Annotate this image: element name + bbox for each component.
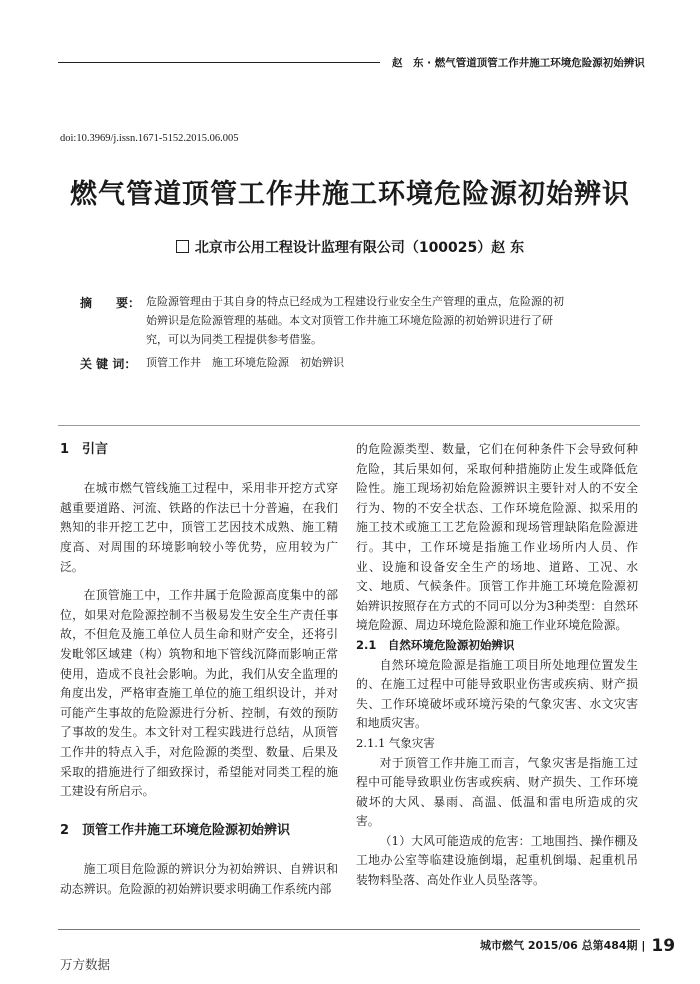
right-column <box>356 440 638 891</box>
checkbox-square-icon <box>176 240 189 253</box>
keywords-label: 关 键 词： <box>80 357 137 371</box>
paragraph: 施工项目危险源的辨识分为初始辨识、自辨识和动态辨识。危险源的初始辨识要求明确工作系统内部 <box>60 862 338 897</box>
watermark: 万方数据 <box>60 957 111 972</box>
author-line <box>0 237 700 257</box>
paragraph: （1）大风可能造成的危害：工地围挡、操作棚及工地办公室等临建设施倒塌，起重机倒塌、起重机吊装物料坠落、高处作业人员坠落等。 <box>356 833 638 888</box>
journal-info: 城市燃气 2015/06 总第484期 | <box>480 939 646 952</box>
left-column <box>60 440 338 900</box>
subsubsection-heading-2-1-1: 2.1.1 气象灾害 <box>356 735 435 750</box>
abstract-label: 摘 要： <box>80 296 141 310</box>
section-divider <box>58 425 640 426</box>
article-title: 燃气管道顶管工作井施工环境危险源初始辨识 <box>70 179 630 210</box>
section-heading-2: 2 顶管工作井施工环境危险源初始辨识 <box>60 823 291 839</box>
paragraph: 在城市燃气管线施工过程中，采用非开挖方式穿越重要道路、河流、铁路的作法已十分普遍，在我们熟知的非开挖工艺中，顶管工艺因技术成熟、施工精度高、对周围的环境影响较小等优势，应用较为广泛。 <box>60 481 338 574</box>
footer <box>480 936 676 956</box>
abstract-text <box>146 292 630 349</box>
author-text: 北京市公用工程设计监理有限公司（100025）赵 东 <box>194 240 525 256</box>
abstract-line: 危险源管理由于其自身的特点已经成为工程建设行业安全生产管理的重点，危险源的初 <box>146 295 564 308</box>
doi: doi:10.3969/j.issn.1671-5152.2015.06.005 <box>60 133 239 144</box>
subsection-heading-2-1: 2.1 自然环境危险源初始辨识 <box>356 637 515 652</box>
section-heading-1: 1 引言 <box>60 442 109 457</box>
abstract-line: 究，可以为同类工程提供参考借鉴。 <box>146 333 322 346</box>
keywords-text: 顶管工作井 施工环境危险源 初始辨识 <box>146 356 344 369</box>
abstract-line: 始辨识是危险源管理的基础。本文对顶管工作井施工环境危险源的初始辨识进行了研 <box>146 314 553 327</box>
running-head: 赵 东 · 燃气管道顶管工作井施工环境危险源初始辨识 <box>392 57 645 69</box>
page-number: 19 <box>651 936 676 956</box>
paragraph: 自然环境危险源是指施工项目所处地理位置发生的、在施工过程中可能导致职业伤害或疾病、财产损失、工作环境破坏或环境污染的气象灾害、水文灾害和地质灾害。 <box>356 657 638 731</box>
paragraph: 在顶管施工中，工作井属于危险源高度集中的部位，如果对危险源控制不当极易发生安全生产责任事故，不但危及施工单位人员生命和财产安全，还将引发毗邻区域建（构）筑物和地下管线沉降而影响正常使用，造成不良社会影响。为此，我们从安全监理的角度出发，严格审查施工单位的施工组织设计，并对可能产生事故的危险源进行分析、控制，有效的预防了事故的发生。本文针对工程实践进行总结，从顶管工作井的特点入手，对危险源的类型、数量、后果及采取的措施进行了细致探讨，希望能对同类工程的施工建设有所启示。 <box>60 588 338 799</box>
running-head-rule <box>58 62 380 63</box>
paragraph: 对于顶管工作井施工而言，气象灾害是指施工过程中可能导致职业伤害或疾病、财产损失、工作环境破坏的大风、暴雨、高温、低温和雷电所造成的灾害。 <box>356 755 638 829</box>
paragraph: 的危险源类型、数量，它们在何种条件下会导致何种危险，其后果如何，采取何种措施防止发生或降低危险性。施工现场初始危险源辨识主要针对人的不安全行为、物的不安全状态、工作环境危险源、拟采用的施工技术或施工工艺危险源和现场管理缺陷危险源进行。其中，工作环境是指施工作业场所内人员、作业、设施和设备安全生产的场地、道路、工况、水文、地质、气候条件。顶管工作井施工环境危险源初始辨识按照存在方式的不同可以分为3种类型：自然环境危险源、周边环境危险源和施工作业环境危险源。 <box>356 442 638 633</box>
footer-rule <box>58 929 640 930</box>
